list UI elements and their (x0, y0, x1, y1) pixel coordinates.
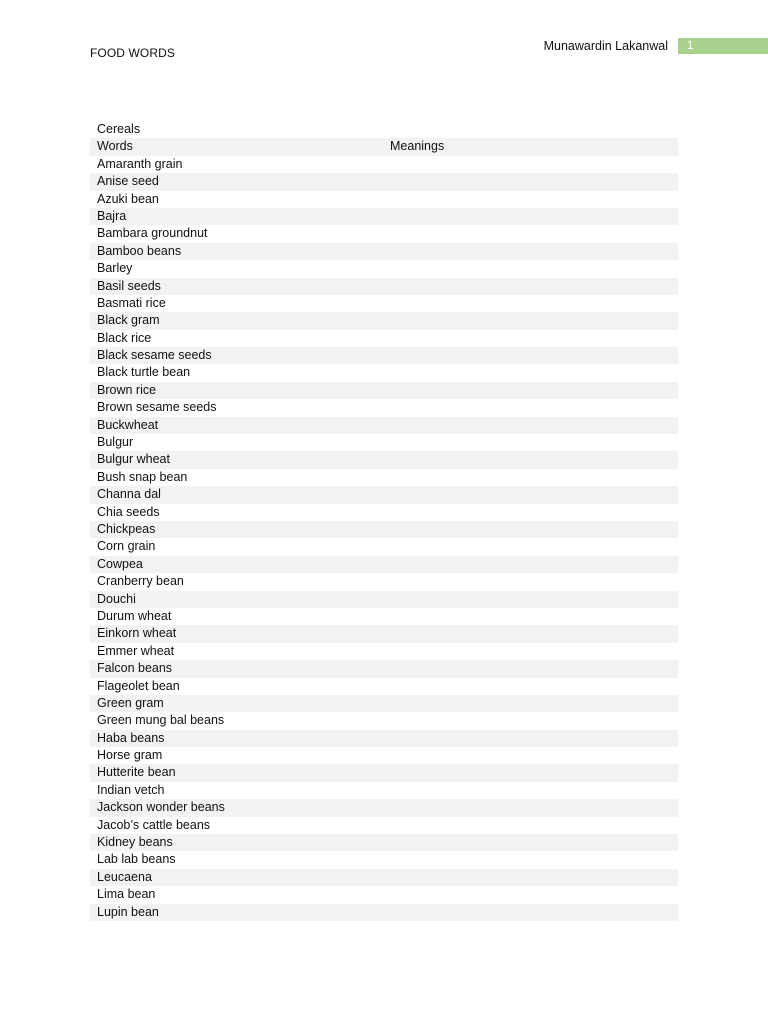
meaning-cell (390, 678, 678, 695)
meaning-cell (390, 312, 678, 329)
meaning-cell (390, 278, 678, 295)
meaning-cell (390, 382, 678, 399)
word-cell: Lupin bean (97, 904, 159, 919)
table-row (90, 417, 678, 434)
word-cell: Flageolet bean (97, 678, 180, 693)
word-cell: Barley (97, 261, 133, 276)
meaning-cell (390, 591, 678, 608)
page-number: 1 (687, 40, 694, 52)
word-cell: Douchi (97, 591, 136, 606)
meaning-cell (390, 556, 678, 573)
meaning-cell (390, 799, 678, 816)
meaning-cell (390, 695, 678, 712)
meaning-cell (390, 330, 678, 347)
table-row (90, 312, 678, 329)
word-cell: Bush snap bean (97, 469, 188, 484)
table-row (90, 504, 678, 521)
table-header-row (90, 138, 678, 155)
word-cell: Bamboo beans (97, 243, 182, 258)
table-row (90, 712, 678, 729)
word-cell: Buckwheat (97, 417, 159, 432)
table-row (90, 660, 678, 677)
word-cell: Channa dal (97, 487, 161, 502)
meaning-cell (390, 817, 678, 834)
word-cell: Chia seeds (97, 504, 160, 519)
meaning-cell (390, 260, 678, 277)
table-row (90, 747, 678, 764)
table-row (90, 243, 678, 260)
meaning-cell (390, 208, 678, 225)
meaning-cell (390, 730, 678, 747)
table-row (90, 156, 678, 173)
meaning-cell (390, 521, 678, 538)
word-cell: Corn grain (97, 539, 156, 554)
word-cell: Brown sesame seeds (97, 400, 217, 415)
document-title: FOOD WORDS (90, 46, 175, 60)
word-cell: Kidney beans (97, 835, 173, 850)
meaning-cell (390, 538, 678, 555)
table-row (90, 538, 678, 555)
meaning-cell (390, 469, 678, 486)
table-row (90, 399, 678, 416)
table-body (90, 156, 678, 921)
meaning-cell (390, 417, 678, 434)
meaning-cell (390, 486, 678, 503)
meaning-cell (390, 173, 678, 190)
word-cell: Basil seeds (97, 278, 161, 293)
meaning-cell (390, 660, 678, 677)
word-cell: Bajra (97, 208, 127, 223)
word-cell: Jacob’s cattle beans (97, 817, 211, 832)
meaning-cell (390, 782, 678, 799)
table-row (90, 191, 678, 208)
meaning-cell (390, 364, 678, 381)
word-cell: Emmer wheat (97, 643, 175, 658)
meaning-cell (390, 191, 678, 208)
table-row (90, 886, 678, 903)
table-row (90, 730, 678, 747)
word-cell: Indian vetch (97, 782, 165, 797)
table-row (90, 451, 678, 468)
table-row (90, 556, 678, 573)
word-cell: Black turtle bean (97, 365, 191, 380)
word-cell: Hutterite bean (97, 765, 176, 780)
word-cell: Chickpeas (97, 521, 156, 536)
meaning-cell (390, 869, 678, 886)
word-cell: Einkorn wheat (97, 626, 177, 641)
table-row (90, 608, 678, 625)
table-row (90, 382, 678, 399)
food-words-table (90, 121, 678, 921)
word-cell: Cowpea (97, 556, 143, 571)
author-name: Munawardin Lakanwal (543, 39, 668, 53)
section-label: Cereals (97, 122, 141, 136)
table-row (90, 851, 678, 868)
table-row (90, 643, 678, 660)
word-cell: Brown rice (97, 382, 157, 397)
table-row (90, 625, 678, 642)
table-row (90, 260, 678, 277)
meaning-cell (390, 156, 678, 173)
column-header-meanings: Meanings (390, 139, 445, 154)
word-cell: Basmati rice (97, 295, 166, 310)
word-cell: Jackson wonder beans (97, 800, 225, 815)
word-cell: Falcon beans (97, 661, 173, 676)
table-row (90, 486, 678, 503)
meaning-cell (390, 295, 678, 312)
meaning-cell (390, 225, 678, 242)
table-row (90, 434, 678, 451)
meaning-cell (390, 904, 678, 921)
table-row (90, 347, 678, 364)
word-cell: Green mung bal beans (97, 713, 225, 728)
page-number-badge (678, 38, 768, 54)
word-cell: Black rice (97, 330, 152, 345)
word-cell: Cranberry bean (97, 574, 184, 589)
meaning-cell (390, 399, 678, 416)
word-cell: Anise seed (97, 174, 159, 189)
word-cell: Bulgur wheat (97, 452, 170, 467)
meaning-cell (390, 608, 678, 625)
meaning-cell (390, 434, 678, 451)
meaning-cell (390, 834, 678, 851)
table-row (90, 278, 678, 295)
table-row (90, 782, 678, 799)
word-cell: Lima bean (97, 887, 156, 902)
word-cell: Leucaena (97, 869, 152, 884)
meaning-cell (390, 504, 678, 521)
word-cell: Horse gram (97, 748, 163, 763)
table-row (90, 469, 678, 486)
meaning-cell (390, 573, 678, 590)
table-row (90, 695, 678, 712)
table-row (90, 678, 678, 695)
word-cell: Bambara groundnut (97, 226, 208, 241)
word-cell: Green gram (97, 695, 164, 710)
word-cell: Durum wheat (97, 608, 172, 623)
table-row (90, 208, 678, 225)
word-cell: Black gram (97, 313, 160, 328)
meaning-cell (390, 747, 678, 764)
table-row (90, 764, 678, 781)
table-row (90, 364, 678, 381)
table-row (90, 904, 678, 921)
table-row (90, 225, 678, 242)
table-row (90, 799, 678, 816)
meaning-cell (390, 851, 678, 868)
table-row (90, 173, 678, 190)
word-cell: Amaranth grain (97, 156, 183, 171)
table-row (90, 591, 678, 608)
table-row (90, 330, 678, 347)
word-cell: Black sesame seeds (97, 348, 212, 363)
meaning-cell (390, 347, 678, 364)
column-header-words: Words (97, 139, 133, 154)
word-cell: Lab lab beans (97, 852, 176, 867)
meaning-cell (390, 625, 678, 642)
meaning-cell (390, 764, 678, 781)
table-row (90, 521, 678, 538)
word-cell: Bulgur (97, 435, 134, 450)
table-row (90, 834, 678, 851)
table-row (90, 817, 678, 834)
meaning-cell (390, 886, 678, 903)
meaning-cell (390, 643, 678, 660)
table-row (90, 295, 678, 312)
table-row (90, 573, 678, 590)
meaning-cell (390, 712, 678, 729)
table-row (90, 869, 678, 886)
word-cell: Azuki bean (97, 191, 159, 206)
meaning-cell (390, 451, 678, 468)
word-cell: Haba beans (97, 730, 165, 745)
meaning-cell (390, 243, 678, 260)
